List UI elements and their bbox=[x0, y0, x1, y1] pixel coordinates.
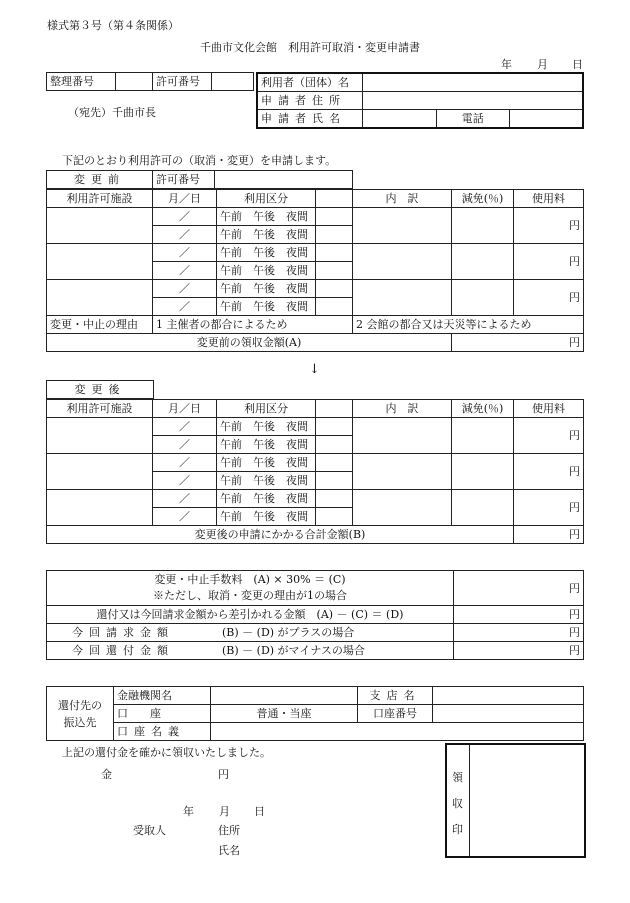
before-heading-table bbox=[46, 170, 353, 189]
after-total-field[interactable]: 円 bbox=[514, 526, 584, 544]
col-facility: 利用許可施設 bbox=[47, 190, 153, 208]
refund-dest-line1: 還付先の bbox=[58, 698, 102, 712]
kubun-option[interactable]: 午前 午後 夜間 bbox=[217, 262, 316, 280]
blank-cell bbox=[316, 472, 353, 490]
date-slash[interactable]: ／ bbox=[153, 418, 217, 436]
bank-table bbox=[46, 686, 584, 741]
col-blank bbox=[316, 190, 353, 208]
bill-field[interactable]: 円 bbox=[454, 624, 584, 642]
col-date: 月／日 bbox=[153, 400, 217, 418]
blank-cell bbox=[316, 244, 353, 262]
kubun-option[interactable]: 午前 午後 夜間 bbox=[217, 244, 316, 262]
col-facility: 利用許可施設 bbox=[47, 400, 153, 418]
address-field[interactable] bbox=[363, 92, 584, 110]
detail-cell[interactable] bbox=[353, 280, 452, 316]
receiver-name-label: 氏名 bbox=[218, 844, 240, 857]
refund-field[interactable]: 円 bbox=[454, 642, 584, 660]
after-heading-table bbox=[46, 380, 154, 399]
holder-field[interactable] bbox=[211, 723, 584, 741]
fee-calc-label bbox=[47, 571, 454, 606]
branch-field[interactable] bbox=[433, 687, 584, 705]
before-heading: 変更前 bbox=[47, 171, 153, 189]
address-label: 申請者住所 bbox=[257, 92, 363, 110]
discount-cell[interactable] bbox=[452, 244, 514, 280]
kubun-option[interactable]: 午前 午後 夜間 bbox=[217, 280, 316, 298]
fee-cell[interactable]: 円 bbox=[514, 244, 584, 280]
date-slash[interactable]: ／ bbox=[153, 226, 217, 244]
bill-row bbox=[47, 624, 454, 642]
date-day-label: 日 bbox=[572, 58, 583, 71]
before-table bbox=[46, 189, 584, 352]
fee-cell[interactable]: 円 bbox=[514, 490, 584, 526]
after-heading: 変更後 bbox=[47, 381, 154, 399]
date-slash[interactable]: ／ bbox=[153, 280, 217, 298]
facility-cell[interactable] bbox=[47, 490, 153, 526]
col-detail: 内 訳 bbox=[353, 400, 452, 418]
blank-cell bbox=[316, 226, 353, 244]
date-year-label: 年 bbox=[501, 58, 512, 71]
date-slash[interactable]: ／ bbox=[153, 454, 217, 472]
refund-label: 今回還付金額 bbox=[72, 644, 174, 657]
name-label: 申請者氏名 bbox=[257, 110, 363, 129]
form-number: 様式第３号（第４条関係） bbox=[47, 19, 179, 32]
blank-cell bbox=[316, 262, 353, 280]
after-total-label: 変更後の申請にかかる合計金額(B) bbox=[47, 526, 514, 544]
before-kyoka-field[interactable] bbox=[215, 171, 353, 189]
refund-row bbox=[47, 642, 454, 660]
date-slash[interactable]: ／ bbox=[153, 472, 217, 490]
reason-option-1[interactable]: 1 主催者の都合によるため bbox=[153, 316, 353, 334]
document-title: 千曲市文化会館 利用許可取消・変更申請書 bbox=[200, 41, 420, 54]
receipt-stamp-box[interactable] bbox=[445, 743, 586, 858]
user-group-field[interactable] bbox=[363, 73, 584, 92]
date-slash[interactable]: ／ bbox=[153, 436, 217, 454]
col-discount: 減免(％) bbox=[452, 400, 514, 418]
seiri-label: 整理番号 bbox=[47, 73, 116, 91]
holder-label: 口座名義 bbox=[114, 723, 211, 741]
account-label: 口 座 bbox=[114, 705, 211, 723]
date-month-label: 月 bbox=[537, 58, 548, 71]
discount-cell[interactable] bbox=[452, 454, 514, 490]
refund-calc-label: 還付又は今回請求金額から差引かれる金額 (A) － (C) ＝ (D) bbox=[47, 606, 454, 624]
kubun-option[interactable]: 午前 午後 夜間 bbox=[217, 298, 316, 316]
date-slash[interactable]: ／ bbox=[153, 298, 217, 316]
reason-label: 変更・中止の理由 bbox=[47, 316, 153, 334]
receipt-month: 月 bbox=[219, 805, 230, 818]
reason-option-2[interactable]: 2 会館の都合又は天災等によるため bbox=[353, 316, 584, 334]
after-table bbox=[46, 399, 584, 544]
seiri-field[interactable] bbox=[116, 73, 153, 91]
blank-cell bbox=[316, 454, 353, 472]
col-kubun: 利用区分 bbox=[217, 190, 316, 208]
kubun-option[interactable]: 午前 午後 夜間 bbox=[217, 226, 316, 244]
addressee: （宛先）千曲市長 bbox=[68, 106, 156, 119]
blank-cell bbox=[316, 436, 353, 454]
refund-calc-field[interactable]: 円 bbox=[454, 606, 584, 624]
branch-label: 支店名 bbox=[358, 687, 433, 705]
down-arrow-icon: ↓ bbox=[309, 362, 320, 377]
bill-formula: (B) － (D) がプラスの場合 bbox=[222, 626, 355, 639]
receipt-yen: 円 bbox=[218, 768, 229, 781]
discount-cell[interactable] bbox=[452, 208, 514, 244]
receipt-year: 年 bbox=[183, 805, 194, 818]
blank-cell bbox=[316, 208, 353, 226]
facility-cell[interactable] bbox=[47, 454, 153, 490]
col-detail: 内 訳 bbox=[353, 190, 452, 208]
blank-cell bbox=[316, 280, 353, 298]
kubun-option[interactable]: 午前 午後 夜間 bbox=[217, 508, 316, 526]
kyoka-label: 許可番号 bbox=[153, 73, 212, 91]
fee-cell[interactable]: 円 bbox=[514, 208, 584, 244]
detail-cell[interactable] bbox=[353, 490, 452, 526]
fee-cell[interactable]: 円 bbox=[514, 454, 584, 490]
name-field[interactable] bbox=[363, 110, 437, 129]
discount-cell[interactable] bbox=[452, 418, 514, 454]
refund-dest-line2: 振込先 bbox=[63, 715, 97, 729]
blank-cell bbox=[316, 508, 353, 526]
date-slash[interactable]: ／ bbox=[153, 208, 217, 226]
blank-cell bbox=[316, 490, 353, 508]
col-fee: 使用料 bbox=[514, 190, 584, 208]
detail-cell[interactable] bbox=[353, 418, 452, 454]
before-total-label: 変更前の領収金額(A) bbox=[47, 334, 452, 352]
date-slash[interactable]: ／ bbox=[153, 244, 217, 262]
fee-cell[interactable]: 円 bbox=[514, 418, 584, 454]
kubun-option[interactable]: 午前 午後 夜間 bbox=[217, 472, 316, 490]
col-discount: 減免(％) bbox=[452, 190, 514, 208]
receipt-text: 上記の還付金を確かに領収いたしました。 bbox=[62, 746, 271, 759]
refund-formula: (B) － (D) がマイナスの場合 bbox=[222, 644, 365, 657]
fee-calc-field[interactable]: 円 bbox=[454, 571, 584, 606]
kubun-option[interactable]: 午前 午後 夜間 bbox=[217, 454, 316, 472]
account-no-field[interactable] bbox=[433, 705, 584, 723]
discount-cell[interactable] bbox=[452, 280, 514, 316]
discount-cell[interactable] bbox=[452, 490, 514, 526]
date-slash[interactable]: ／ bbox=[153, 490, 217, 508]
before-total-field[interactable]: 円 bbox=[452, 334, 584, 352]
applicant-table bbox=[256, 72, 584, 129]
tel-label: 電話 bbox=[436, 110, 510, 129]
facility-cell[interactable] bbox=[47, 418, 153, 454]
intro-text: 下記のとおり利用許可の（取消・変更）を申請します。 bbox=[62, 154, 337, 167]
blank-cell bbox=[316, 298, 353, 316]
control-number-table bbox=[46, 72, 254, 91]
account-type-option[interactable]: 普通・当座 bbox=[211, 705, 358, 723]
stamp-char-2: 収 bbox=[452, 797, 463, 810]
stamp-label-column bbox=[447, 745, 470, 856]
user-group-label: 利用者（団体）名 bbox=[257, 73, 363, 92]
receipt-day: 日 bbox=[254, 805, 265, 818]
fee-calc-line2: ※ただし、取消・変更の理由が1の場合 bbox=[153, 589, 347, 602]
bank-name-field[interactable] bbox=[211, 687, 358, 705]
refund-dest-label bbox=[47, 687, 114, 741]
kubun-option[interactable]: 午前 午後 夜間 bbox=[217, 418, 316, 436]
fee-cell[interactable]: 円 bbox=[514, 280, 584, 316]
stamp-char-3: 印 bbox=[452, 823, 463, 836]
bank-name-label: 金融機関名 bbox=[114, 687, 211, 705]
receipt-kin: 金 bbox=[101, 768, 112, 781]
facility-cell[interactable] bbox=[47, 244, 153, 280]
kubun-option[interactable]: 午前 午後 夜間 bbox=[217, 490, 316, 508]
kubun-option[interactable]: 午前 午後 夜間 bbox=[217, 208, 316, 226]
detail-cell[interactable] bbox=[353, 208, 452, 244]
before-kyoka-label: 許可番号 bbox=[153, 171, 215, 189]
col-fee: 使用料 bbox=[514, 400, 584, 418]
tel-field[interactable] bbox=[510, 110, 584, 129]
detail-cell[interactable] bbox=[353, 454, 452, 490]
fee-calc-line1: 変更・中止手数料 (A) × 30% ＝ (C) bbox=[154, 573, 346, 586]
receiver-label: 受取人 bbox=[133, 824, 166, 837]
facility-cell[interactable] bbox=[47, 280, 153, 316]
bill-label: 今回請求金額 bbox=[72, 626, 174, 639]
kubun-option[interactable]: 午前 午後 夜間 bbox=[217, 436, 316, 454]
date-slash[interactable]: ／ bbox=[153, 508, 217, 526]
facility-cell[interactable] bbox=[47, 208, 153, 244]
date-slash[interactable]: ／ bbox=[153, 262, 217, 280]
col-blank bbox=[316, 400, 353, 418]
col-date: 月／日 bbox=[153, 190, 217, 208]
stamp-char-1: 領 bbox=[452, 771, 463, 784]
kyoka-field[interactable] bbox=[212, 73, 254, 91]
fee-table bbox=[46, 570, 584, 660]
blank-cell bbox=[316, 418, 353, 436]
detail-cell[interactable] bbox=[353, 244, 452, 280]
receiver-address-label: 住所 bbox=[218, 824, 240, 837]
account-no-label: 口座番号 bbox=[358, 705, 433, 723]
col-kubun: 利用区分 bbox=[217, 400, 316, 418]
